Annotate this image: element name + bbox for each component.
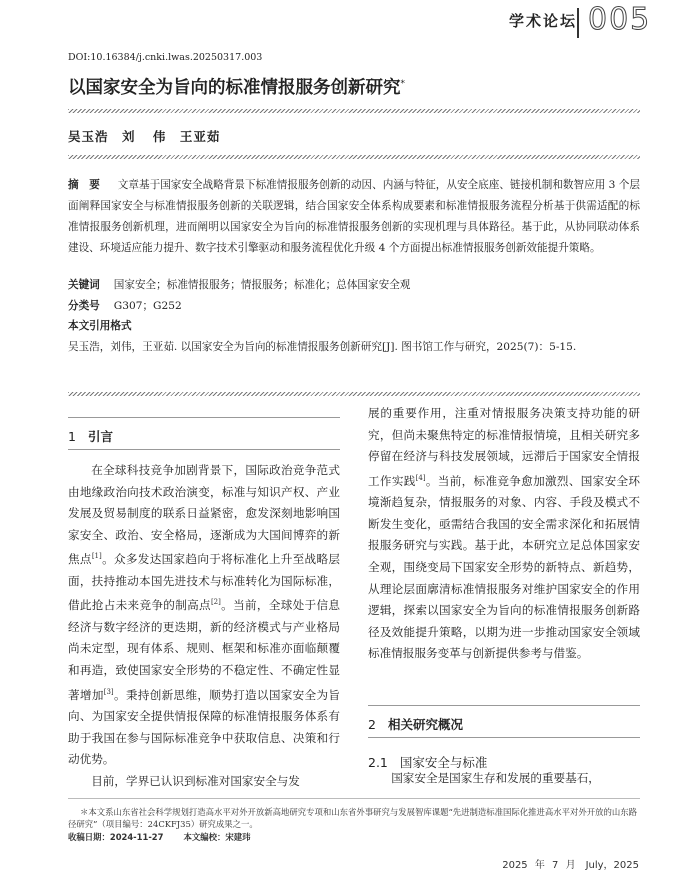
dates xyxy=(68,831,250,843)
doi: DOI:10.16384/j.cnki.lwas.20250317.003 xyxy=(68,52,263,63)
section-number: 2 xyxy=(368,717,376,732)
subsection-number: 2.1 xyxy=(368,755,388,770)
paragraph xyxy=(368,403,640,665)
abstract-label: 摘 要 xyxy=(68,179,100,191)
text-run: 。众多发达国家趋向于将标准化上升至战略层面，扶持推动本国先进技术与标准转化为国际标准，借此抢占未来竞争的制高点 xyxy=(68,552,340,613)
paper-title xyxy=(68,74,405,99)
section-number: 1 xyxy=(68,429,76,444)
text-run: 。当前，标准竞争愈加激烈、国家安全环境渐趋复杂，情报服务的对象、内容、手段及模式不断发生变化，亟需结合我国的安全需求深化和拓展情报服务研究与实践。基于此，本研究立足总体国家安全观，围绕变局下国家安全形势的新特点、新趋势，从理论层面廓清标准情报服务对维护国家安全的作用逻辑，探索以国家安全为旨向的标准情报服务创新路径及效能提升策略，以期为进一步推动国家安全领域标准情报服务变革与创新提供参考与借鉴。 xyxy=(368,473,640,661)
keywords-text: 国家安全；标准情报服务；情报服务；标准化；总体国家安全观 xyxy=(113,279,411,291)
abstract-text: 文章基于国家安全战略背景下标准情报服务创新的动因、内涵与特征，从安全底座、链接机制和数智应用 3 个层面阐释国家安全与标准情报服务创新的关联逻辑，结合国家安全体系构成要素和标准情报服务流程分析基于供需适配的标准情报服务创新机理，进而阐明以国家安全为旨向的标准情报服务创新的实现机理与具体路径。基于此，从协同联动体系建设、环境适应能力提升、数字技术引擎驱动和服务流程优化升级 4 个方面提出标准情报服务创新效能提升策略。 xyxy=(68,179,640,254)
reference-mark: [2] xyxy=(210,598,221,607)
title-text: 以国家安全为旨向的标准情报服务创新研究 xyxy=(68,78,401,98)
section-title: 相关研究概况 xyxy=(387,717,463,732)
editor-label: 本文编校： xyxy=(183,832,226,842)
keywords-label: 关键词 xyxy=(68,279,100,291)
right-column xyxy=(368,403,640,665)
authors: 吴玉浩 刘 伟 王亚茹 xyxy=(68,129,221,144)
section-rule xyxy=(368,705,640,706)
subsection-title: 国家安全与标准 xyxy=(399,755,488,770)
section-label: 学术论坛 xyxy=(508,12,577,30)
paragraph: 目前，学界已认识到标准对国家安全与发 xyxy=(91,773,300,788)
abstract xyxy=(68,175,640,259)
classification xyxy=(68,298,182,313)
footnote-rule xyxy=(68,798,640,799)
reference-mark: [3] xyxy=(103,687,114,696)
divider-authors xyxy=(68,155,640,159)
section-heading-1 xyxy=(68,427,113,445)
section-rule xyxy=(368,737,640,738)
text-run: 。当前，全球处于信息经济与数字经济的更迭期，新的经济模式与产业格局尚未定型，现有体系、规则、框架和标准亦面临颠覆和再造，致使国家安全形势的不稳定性、不确定性显著增加 xyxy=(68,598,340,702)
left-column xyxy=(68,460,340,792)
paragraph: 国家安全是国家生存和发展的重要基石， xyxy=(391,771,600,785)
citation-heading: 本文引用格式 xyxy=(68,320,132,332)
text-run: 在全球科技竞争加剧背景下，国际政治竞争范式由地缘政治向技术政治演变，标准与知识产权、产业发展及贸易制度的联系日益紧密，愈发深刻地影响国家安全、政治、安全格局，逐渐成为大国间博弈的新焦点 xyxy=(68,463,340,567)
section-rule xyxy=(68,449,340,450)
section-rule xyxy=(68,417,340,418)
received-date: 2024-11-27 xyxy=(109,832,164,842)
text-run: 。秉持创新思维，顺势打造以国家安全为旨向、为国家安全提供情报保障的标准情报服务体系有助于我国在参与国际标准竞争中获取信息、决策和行动优势。 xyxy=(68,687,340,767)
divider-top xyxy=(68,109,640,113)
page-number: 005 xyxy=(588,2,652,37)
right-column-continued xyxy=(368,768,640,790)
received-label: 收稿日期： xyxy=(68,832,110,842)
keywords xyxy=(68,277,410,292)
paragraph xyxy=(68,460,340,771)
title-footnote-mark: * xyxy=(400,79,405,90)
page-footer: 2025 年 7 月 July，2025 xyxy=(502,860,639,871)
reference-mark: [1] xyxy=(91,552,102,561)
editor-name: 宋建玮 xyxy=(225,832,251,842)
section-title: 引言 xyxy=(87,429,113,444)
footnote: ＊本文系山东省社会科学规划打造高水平对外开放新高地研究专项和山东省外事研究与发展智库课题“先进制造标准国际化推进高水平对外开放的山东路径研究”（项目编号：24CKFJ35）研究成果之一。 xyxy=(68,807,638,829)
reference-mark: [4] xyxy=(415,473,426,482)
header-divider xyxy=(577,8,579,38)
section-heading-2 xyxy=(368,715,463,733)
classification-label: 分类号 xyxy=(68,300,100,312)
divider-body xyxy=(68,392,640,396)
text-run: 展的重要作用，注重对情报服务决策支持功能的研究，但尚未聚焦特定的标准情报情境，且相关研究多停留在经济与科技发展领域，远滞后于国家安全情报工作实践 xyxy=(368,406,640,488)
citation-text: 吴玉浩，刘伟，王亚茹. 以国家安全为旨向的标准情报服务创新研究[J]. 图书馆工作与研究，2025(7)：5-15. xyxy=(68,341,577,353)
classification-text: G307；G252 xyxy=(113,300,182,312)
